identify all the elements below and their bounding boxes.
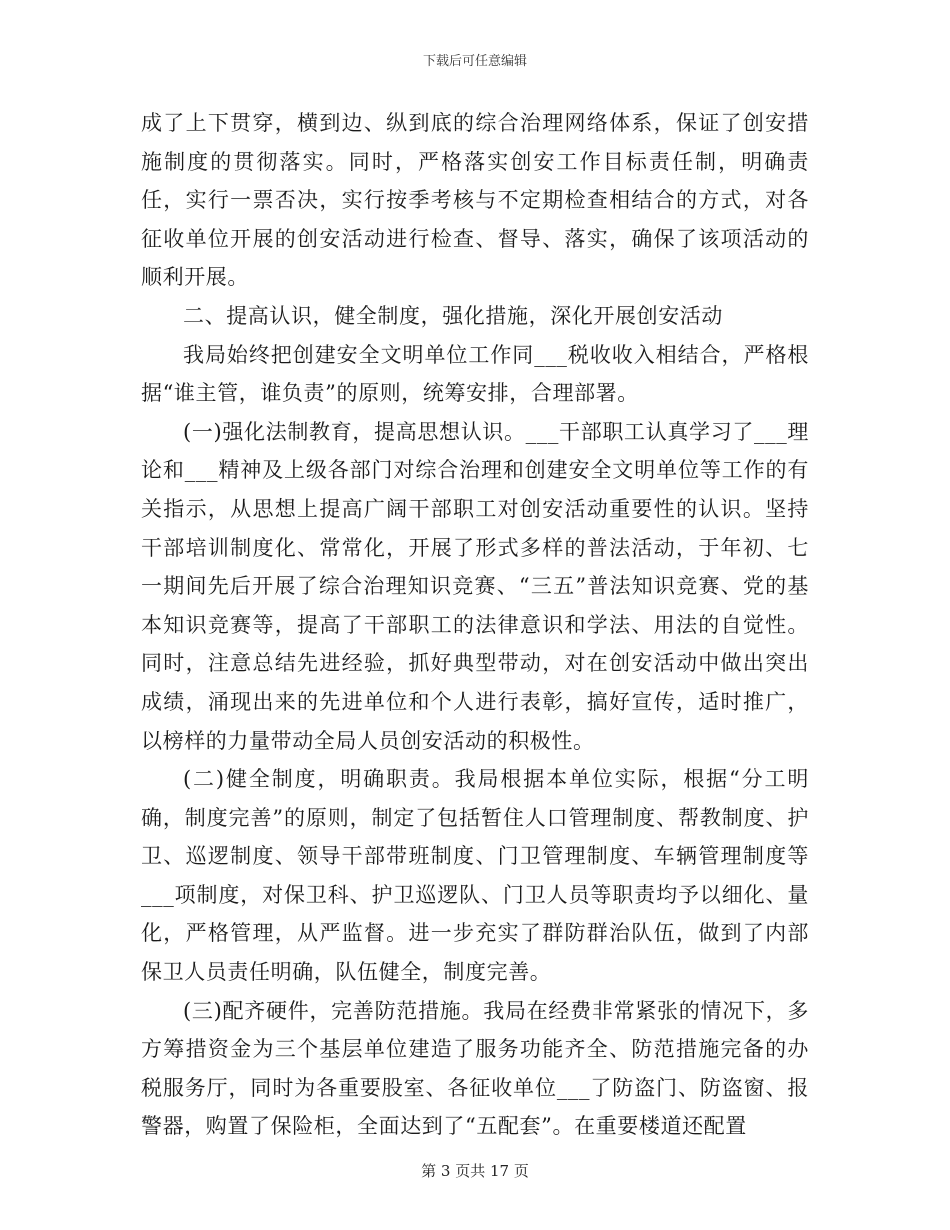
paragraph: (一)强化法制教育，提高思想认识。___干部职工认真学习了___理论和___精神及上级各部门对综合治理和创建安全文明单位等工作的有关指示，从思想上提高广阔干部职工对创安活动重要性的认识。坚持干部培训制度化、常常化，开展了形式多样的普法活动，于年初、七一期间先后开展了综合治理知识竞赛、“三五”普法知识竞赛、党的基本知识竞赛等，提高了干部职工的法律意识和学法、用法的自觉性。同时，注意总结先进经验，抓好典型带动，对在创安活动中做出突出成绩，涌现出来的先进单位和个人进行表彰，搞好宣传，适时推广，以榜样的力量带动全局人员创安活动的积极性。 <box>141 419 809 753</box>
page-header: 下载后可任意编辑 <box>422 54 527 69</box>
paragraph: 成了上下贯穿，横到边、纵到底的综合治理网络体系，保证了创安措施制度的贯彻落实。同时，严格落实创安工作目标责任制，明确责任，实行一票否决，实行按季考核与不定期检查相结合的方式，对各征收单位开展的创安活动进行检查、督导、落实，确保了该项活动的顺利开展。 <box>141 111 809 290</box>
paragraph: 我局始终把创建安全文明单位工作同___税收收入相结合，严格根据“谁主管，谁负责”的原则，统筹安排，合理部署。 <box>141 342 809 406</box>
page-footer: 第 3 页共 17 页 <box>421 1162 529 1180</box>
paragraph: (三)配齐硬件，完善防范措施。我局在经费非常紧张的情况下，多方筹措资金为三个基层单位建造了服务功能齐全、防范措施完备的办税服务厅，同时为各重要股室、各征收单位___了防盗门、防盗窗、报警器，购置了保险柜，全面达到了“五配套”。在重要楼道还配置 <box>141 998 809 1139</box>
document-body <box>141 104 809 1146</box>
paragraph: (二)健全制度，明确职责。我局根据本单位实际，根据“分工明确，制度完善”的原则，制定了包括暂住人口管理制度、帮教制度、护卫、巡逻制度、领导干部带班制度、门卫管理制度、车辆管理制度等___项制度，对保卫科、护卫巡逻队、门卫人员等职责均予以细化、量化，严格管理，从严监督。进一步充实了群防群治队伍，做到了内部保卫人员责任明确，队伍健全，制度完善。 <box>141 767 809 985</box>
section-heading: 二、提高认识，健全制度，强化措施，深化开展创安活动 <box>183 303 723 328</box>
